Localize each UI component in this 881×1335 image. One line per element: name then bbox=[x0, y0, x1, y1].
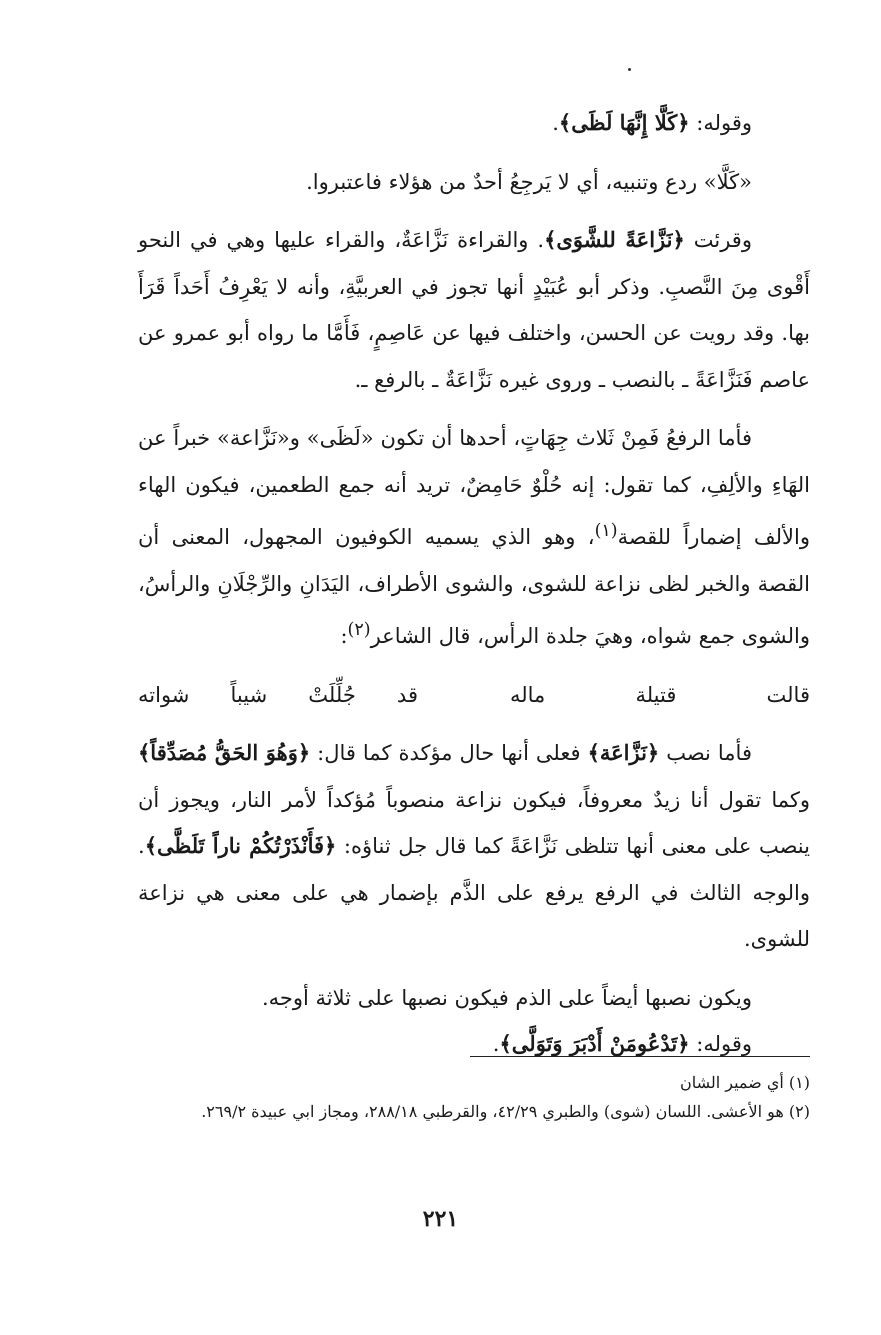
paragraph-3 bbox=[138, 217, 810, 403]
text-run: وقوله: bbox=[689, 111, 752, 135]
footnote-separator bbox=[470, 1056, 810, 1057]
paragraph-1 bbox=[138, 100, 810, 147]
page-number: ٢٢١ bbox=[422, 1206, 459, 1232]
paragraph-5 bbox=[138, 730, 810, 963]
paragraph-7 bbox=[138, 1021, 810, 1068]
text-run: وكما تقول أنا زيدٌ معروفاً، فيكون نزاعة منصوباً مُؤكداً لأمر النار، ويجوز أن ينصب على معنى أنها تتلظى نَزَّاعَةً كما قال جل ثناؤه: bbox=[138, 787, 810, 858]
quran-quote: ﴿كَلَّا إِنَّهَا لَظَى﴾ bbox=[558, 110, 690, 135]
paragraph-2 bbox=[138, 159, 810, 206]
verse-first-hemistich: قالت قتيلة ماله bbox=[510, 682, 810, 707]
verse-second-hemistich: قد جُلِّلَتْ شيباً شواته bbox=[138, 682, 418, 707]
poetry-verse bbox=[138, 672, 810, 719]
text-run: ، وهو الذي يسميه الكوفيون المجهول، المعنى أن القصة والخبر لظى نزاعة للشوى، والشوى الأطراف، اليَدَانِ والرِّجْلَانِ والرأسُ، والشوى جمع شواه، وهيَ جلدة الرأس، قال الشاعر bbox=[138, 525, 810, 648]
quran-quote: ﴿نَزَّاعَةً للشَّوَى﴾ bbox=[544, 227, 685, 252]
footnotes bbox=[138, 1068, 810, 1126]
text-run: . bbox=[492, 1032, 500, 1056]
quran-quote: ﴿نَزَّاعَة﴾ bbox=[587, 740, 660, 765]
paragraph-6 bbox=[138, 975, 810, 1022]
footnote-1: (١) أي ضمير الشان bbox=[679, 1073, 810, 1092]
paragraph-4 bbox=[138, 415, 810, 660]
quran-quote: ﴿وَهُوَ الحَقُّ مُصَدِّقاً﴾ bbox=[138, 740, 311, 765]
footnote-ref-2: (٢) bbox=[347, 620, 371, 640]
footnote-ref-1: (١) bbox=[594, 521, 618, 541]
text-run: . والقراءة نَزَّاعَةٌ، والقراء عليها وهي في النحو أَقْوى مِنَ النَّصبِ. وذكر أبو عُبَيْدٍ أنها تجوز في العربيَّةِ، وأنه لا يَعْرِفُ أَحَداً قَرَأَ بها. وقد رويت عن الحسن، واختلف فيها عن عَاصِمٍ، فَأَمَّا ما رواه أبو عمرو عن عاصم فَنَزَّاعَةً ـ بالنصب ـ وروى غيره نَزَّاعَةٌ ـ بالرفع ـ. bbox=[138, 228, 810, 392]
text-run: ويكون نصبها أيضاً على الذم فيكون نصبها على ثلاثة أوجه. bbox=[261, 985, 752, 1010]
text-run: وقرئت bbox=[684, 228, 752, 252]
quran-quote: ﴿فَأَنْذَرْتُكُمْ ناراً تَلَظَّى﴾ bbox=[144, 833, 337, 858]
text-run: فعلى أنها حال مؤكدة كما قال: bbox=[310, 741, 588, 765]
text-run: وقوله: bbox=[689, 1032, 752, 1056]
footnote-2: (٢) هو الأعشى. اللسان (شوى) والطبري ٤٢/٢٩، والقرطبي ٢٨٨/١٨، ومجاز ابي عبيدة ٢٦٩/٢. bbox=[201, 1102, 810, 1121]
main-text bbox=[138, 100, 810, 1068]
text-run: «كَلَّا» ردع وتنبيه، أي لا يَرجِعُ أحدٌ من هؤلاء فاعتبروا. bbox=[306, 169, 752, 194]
text-run: . bbox=[552, 111, 559, 135]
text-run: . والوجه الثالث في الرفع يرفع على الذَّم بإضمار هي على معنى هي نزاعة للشوى. bbox=[138, 834, 810, 951]
text-run: فأما نصب bbox=[659, 741, 752, 765]
stray-dot bbox=[628, 68, 631, 71]
text-run: فأما الرفعُ فَمِنْ ثَلاث جِهَاتٍ، أحدها أن تكون «لَظَى» و«نَزَّاعة» خبراً عن الهَاءِ والألِفِ، كما تقول: إنه حُلْوٌ حَامِضٌ، تريد أنه جمع الطعمين، فيكون الهاء والألف إضماراً للقصة bbox=[138, 426, 810, 549]
text-run: : bbox=[340, 624, 348, 648]
quran-quote: ﴿تَدْعُومَنْ أَدْبَرَ وَتَوَلَّى﴾ bbox=[499, 1031, 690, 1056]
